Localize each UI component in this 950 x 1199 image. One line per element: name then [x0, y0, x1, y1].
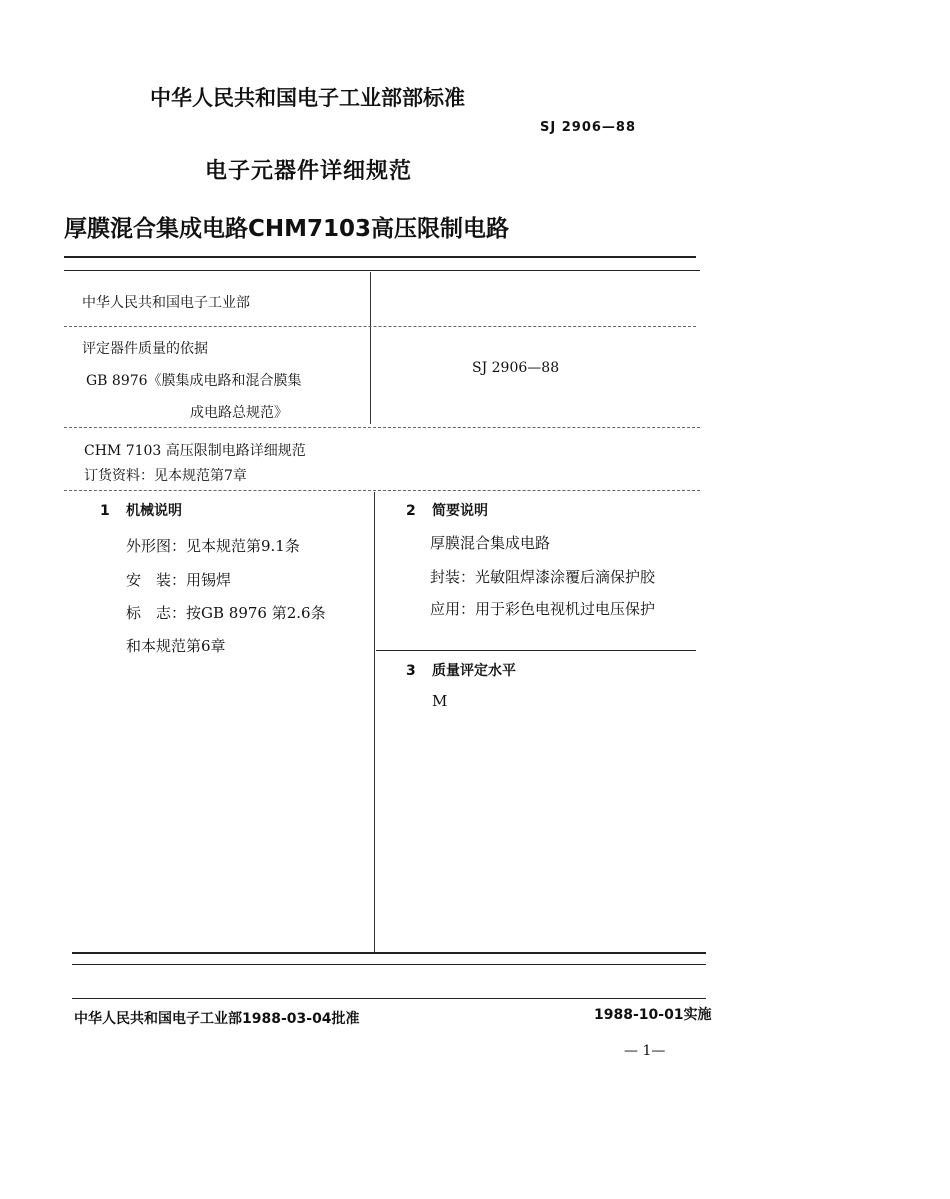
approval-line: 中华人民共和国电子工业部1988-03-04批准	[74, 1011, 360, 1027]
section-3-number: 3	[406, 663, 416, 679]
outline-drawing-item: 外形图：见本规范第9.1条	[126, 537, 300, 555]
section-3-title: 质量评定水平	[432, 663, 516, 679]
standard-code: SJ 2906—88	[540, 120, 636, 135]
section-1-heading	[100, 500, 182, 520]
ministry-standard-title: 中华人民共和国电子工业部部标准	[150, 86, 465, 110]
brief-description: 厚膜混合集成电路	[430, 534, 551, 552]
section-2-heading	[406, 500, 488, 520]
basis-line-2: 成电路总规范》	[190, 405, 288, 421]
effective-date: 1988-10-01实施	[594, 1007, 712, 1023]
basis-line-1: GB 8976《膜集成电路和混合膜集	[86, 373, 302, 389]
info-box-standard-code: SJ 2906—88	[472, 360, 560, 376]
top-rule	[64, 256, 696, 258]
info-box-rule	[64, 326, 696, 327]
quality-level-value: M	[432, 692, 448, 710]
info-box-rule-2	[64, 427, 700, 428]
document-main-title: 厚膜混合集成电路CHM7103高压限制电路	[64, 216, 510, 242]
info-box-rule-3	[64, 490, 700, 491]
bottom-rule	[72, 952, 706, 954]
mounting-item: 安 装：用锡焊	[126, 571, 232, 589]
section-3-heading	[406, 660, 516, 680]
application-item: 应用：用于彩色电视机过电压保护	[430, 600, 656, 618]
ordering-info: 订货资料：见本规范第7章	[84, 468, 247, 484]
marking-item: 标 志：按GB 8976 第2.6条	[126, 604, 326, 622]
top-rule-2	[64, 270, 700, 271]
section-2-number: 2	[406, 503, 416, 519]
issuing-authority: 中华人民共和国电子工业部	[82, 295, 250, 311]
body-column-divider	[374, 492, 375, 952]
info-box-divider	[370, 272, 371, 424]
page-number: — 1—	[624, 1043, 666, 1059]
detail-spec-name: CHM 7103 高压限制电路详细规范	[84, 443, 306, 459]
marking-item-cont: 和本规范第6章	[126, 637, 226, 655]
section-2-title: 简要说明	[432, 503, 488, 519]
basis-label: 评定器件质量的依据	[82, 341, 208, 357]
spec-type-title: 电子元器件详细规范	[205, 159, 413, 184]
section-2-rule	[376, 650, 696, 651]
bottom-rule-2	[72, 964, 706, 965]
section-1-number: 1	[100, 503, 110, 519]
package-item: 封装：光敏阻焊漆涂覆后滴保护胶	[430, 568, 656, 586]
footer-rule	[72, 998, 706, 999]
section-1-title: 机械说明	[126, 503, 182, 519]
